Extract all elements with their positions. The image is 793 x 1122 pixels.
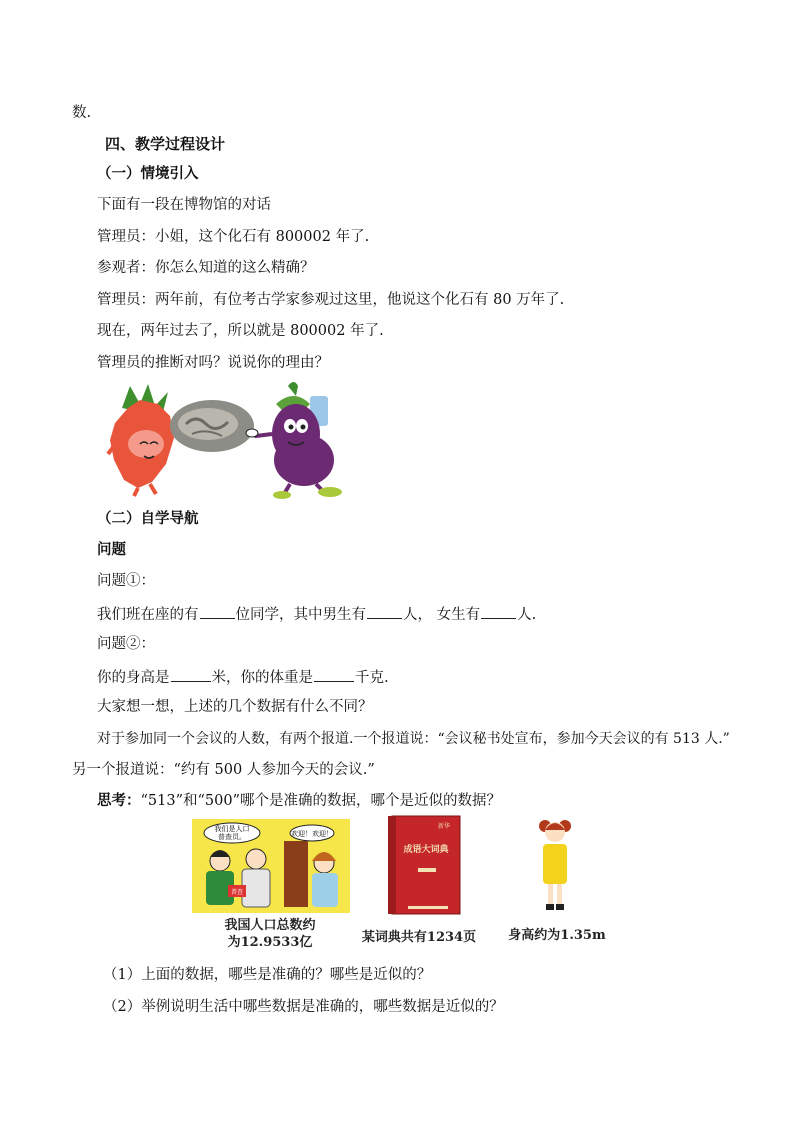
museum-illustration <box>100 378 360 500</box>
q1-part-b: 位同学，其中男生有 <box>235 607 366 623</box>
q1-part-c: 人， 女生有 <box>403 607 481 623</box>
dictionary-top-label: 新华 <box>437 823 451 830</box>
census-sign: 普查 <box>230 889 244 896</box>
dialog-line-1: 管理员：小姐，这个化石有 800002 年了. <box>97 229 370 245</box>
census-cartoon <box>192 819 350 913</box>
bubble-text-2: 欢迎！欢迎！ <box>291 830 333 838</box>
carrot-character <box>108 384 174 496</box>
exercise-1: （1）上面的数据，哪些是准确的？哪些是近似的？ <box>103 967 432 983</box>
continuation-text: 数. <box>72 105 92 121</box>
eggplant-character <box>246 382 342 499</box>
blank-weight <box>314 666 354 682</box>
subheading-self-study: （二）自学导航 <box>97 510 199 527</box>
caption-population-line-2: 为12.9533亿 <box>227 935 313 950</box>
dialog-line-4: 现在，两年过去了，所以就是 800002 年了. <box>97 323 384 339</box>
dialog-line-3: 管理员：两年前，有位考古学家参观过这里，他说这个化石有 80 万年了. <box>97 292 565 308</box>
question-1-text <box>97 603 536 625</box>
blank-class-size <box>200 603 235 619</box>
q1-part-a: 我们班在座的有 <box>97 607 199 623</box>
paragraph-report-2: 另一个报道说：“约有 500 人参加今天的会议.” <box>72 762 375 778</box>
exercise-2: （2）举例说明生活中哪些数据是准确的，哪些数据是近似的？ <box>103 999 504 1015</box>
fossil-image <box>170 400 254 452</box>
think-line <box>97 791 501 811</box>
subheading-intro: （一）情境引入 <box>97 165 199 182</box>
q2-part-b: 米，你的体重是 <box>211 670 313 686</box>
dialog-line-2: 参观者：你怎么知道的这么精确？ <box>97 260 315 276</box>
think-text: “513”和“500”哪个是准确的数据，哪个是近似的数据？ <box>140 793 502 809</box>
blank-boys <box>367 603 402 619</box>
caption-population-line-1: 我国人口总数约 <box>224 918 316 933</box>
q2-part-c: 千克. <box>355 670 389 686</box>
dialog-question: 管理员的推断对吗？说说你的理由？ <box>97 355 329 371</box>
paragraph-museum: 下面有一段在博物馆的对话 <box>97 197 271 213</box>
q1-part-d: 人. <box>517 607 537 623</box>
question-2-label: 问题②： <box>97 636 155 652</box>
caption-dictionary: 某词典共有1234页 <box>361 930 477 945</box>
paragraph-report-1: 对于参加同一个会议的人数，有两个报道.一个报道说：“会议秘书处宣布，参加今天会议的有 513 人.” <box>97 731 730 747</box>
subheading-question: 问题 <box>97 541 126 558</box>
question-2-text <box>97 666 389 688</box>
bubble-text-1a: 我们是人口 <box>214 825 250 833</box>
paragraph-think-about: 大家想一想，上述的几个数据有什么不同？ <box>97 699 373 715</box>
dictionary-image <box>388 812 468 918</box>
think-label: 思考： <box>97 792 141 809</box>
caption-height: 身高约为1.35m <box>508 928 606 943</box>
q2-part-a: 你的身高是 <box>97 670 170 686</box>
blank-height <box>171 666 211 682</box>
bubble-text-1b: 普查员。 <box>218 833 246 841</box>
dictionary-title: 成语大词典 <box>403 845 449 855</box>
section-heading-4: 四、教学过程设计 <box>105 135 226 153</box>
blank-girls <box>481 603 516 619</box>
girl-image <box>537 816 573 914</box>
question-1-label: 问题①： <box>97 573 155 589</box>
